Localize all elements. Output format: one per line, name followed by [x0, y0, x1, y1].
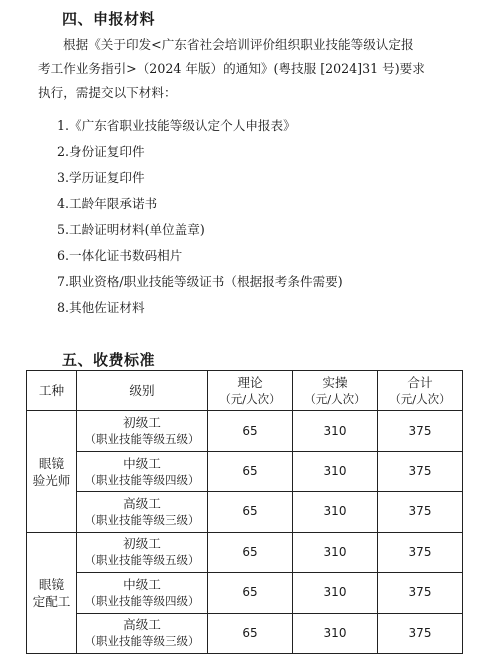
level-cell — [77, 451, 208, 491]
header-theory-label: 理论 — [237, 374, 263, 390]
section-4-paragraph — [38, 33, 458, 105]
header-theory — [208, 371, 293, 411]
section-5-heading: 五、收费标准 — [62, 351, 156, 369]
level-sub: （职业技能等级三级） — [84, 512, 200, 527]
practice-fee: 310 — [293, 613, 378, 653]
practice-fee: 310 — [293, 532, 378, 572]
level-name: 高级工 — [123, 495, 161, 511]
type-label-line: 定配工 — [32, 593, 71, 609]
list-item: 3.学历证复印件 — [57, 170, 145, 185]
total-fee: 375 — [378, 573, 463, 613]
practice-fee: 310 — [293, 573, 378, 613]
table-row — [27, 613, 463, 653]
total-fee: 375 — [378, 532, 463, 572]
header-level: 级别 — [77, 371, 208, 411]
total-fee: 375 — [378, 613, 463, 653]
list-item: 4.工龄年限承诺书 — [57, 196, 158, 211]
level-name: 初级工 — [123, 536, 161, 552]
header-total-label: 合计 — [407, 374, 433, 390]
theory-fee: 65 — [208, 492, 293, 532]
type-label-line: 眼镜 — [38, 455, 65, 471]
total-fee: 375 — [378, 411, 463, 451]
type-cell — [27, 411, 77, 532]
theory-fee: 65 — [208, 532, 293, 572]
table-row — [27, 451, 463, 491]
list-item: 7.职业资格/职业技能等级证书（根据报考条件需要) — [57, 274, 343, 289]
type-label-line: 验光师 — [32, 472, 71, 488]
list-item: 1.《广东省职业技能等级认定个人申报表》 — [57, 118, 296, 133]
list-item: 8.其他佐证材料 — [57, 300, 145, 315]
table-row — [27, 492, 463, 532]
list-item: 5.工龄证明材料(单位盖章) — [57, 222, 205, 237]
level-cell — [77, 492, 208, 532]
level-cell — [77, 613, 208, 653]
level-name: 中级工 — [123, 455, 161, 471]
list-item: 6.一体化证书数码相片 — [57, 248, 183, 263]
level-cell — [77, 532, 208, 572]
practice-fee: 310 — [293, 451, 378, 491]
total-fee: 375 — [378, 451, 463, 491]
paragraph-line: 执行，需提交以下材料： — [38, 85, 177, 100]
level-sub: （职业技能等级三级） — [84, 634, 200, 649]
header-practice — [293, 371, 378, 411]
materials-list — [57, 113, 343, 321]
header-practice-unit: （元/人次） — [304, 391, 366, 406]
header-total-unit: （元/人次） — [389, 391, 451, 406]
level-sub: （职业技能等级四级） — [84, 472, 200, 487]
table-row — [27, 573, 463, 613]
theory-fee: 65 — [208, 613, 293, 653]
type-label-line: 眼镜 — [38, 576, 65, 592]
total-fee: 375 — [378, 492, 463, 532]
practice-fee: 310 — [293, 492, 378, 532]
header-total — [378, 371, 463, 411]
type-cell — [27, 532, 77, 653]
level-name: 中级工 — [123, 576, 161, 592]
table-row — [27, 411, 463, 451]
practice-fee: 310 — [293, 411, 378, 451]
paragraph-line: 考工作业务指引>（2024 年版）的通知》(粤技服 [2024]31 号)要求 — [38, 61, 425, 76]
level-sub: （职业技能等级五级） — [84, 553, 200, 568]
paragraph-line: 根据《关于印发<广东省社会培训评价组织职业技能等级认定报 — [63, 37, 414, 52]
header-type: 工种 — [27, 371, 77, 411]
header-practice-label: 实操 — [322, 374, 348, 390]
table-header-row — [27, 371, 463, 411]
fee-table — [26, 370, 463, 654]
header-theory-unit: （元/人次） — [219, 391, 281, 406]
level-name: 高级工 — [123, 617, 161, 633]
level-sub: （职业技能等级四级） — [84, 593, 200, 608]
level-cell — [77, 573, 208, 613]
table-row — [27, 532, 463, 572]
level-name: 初级工 — [123, 415, 161, 431]
list-item: 2.身份证复印件 — [57, 144, 145, 159]
section-4-heading: 四、申报材料 — [62, 10, 156, 28]
theory-fee: 65 — [208, 451, 293, 491]
level-sub: （职业技能等级五级） — [84, 432, 200, 447]
theory-fee: 65 — [208, 411, 293, 451]
level-cell — [77, 411, 208, 451]
theory-fee: 65 — [208, 573, 293, 613]
